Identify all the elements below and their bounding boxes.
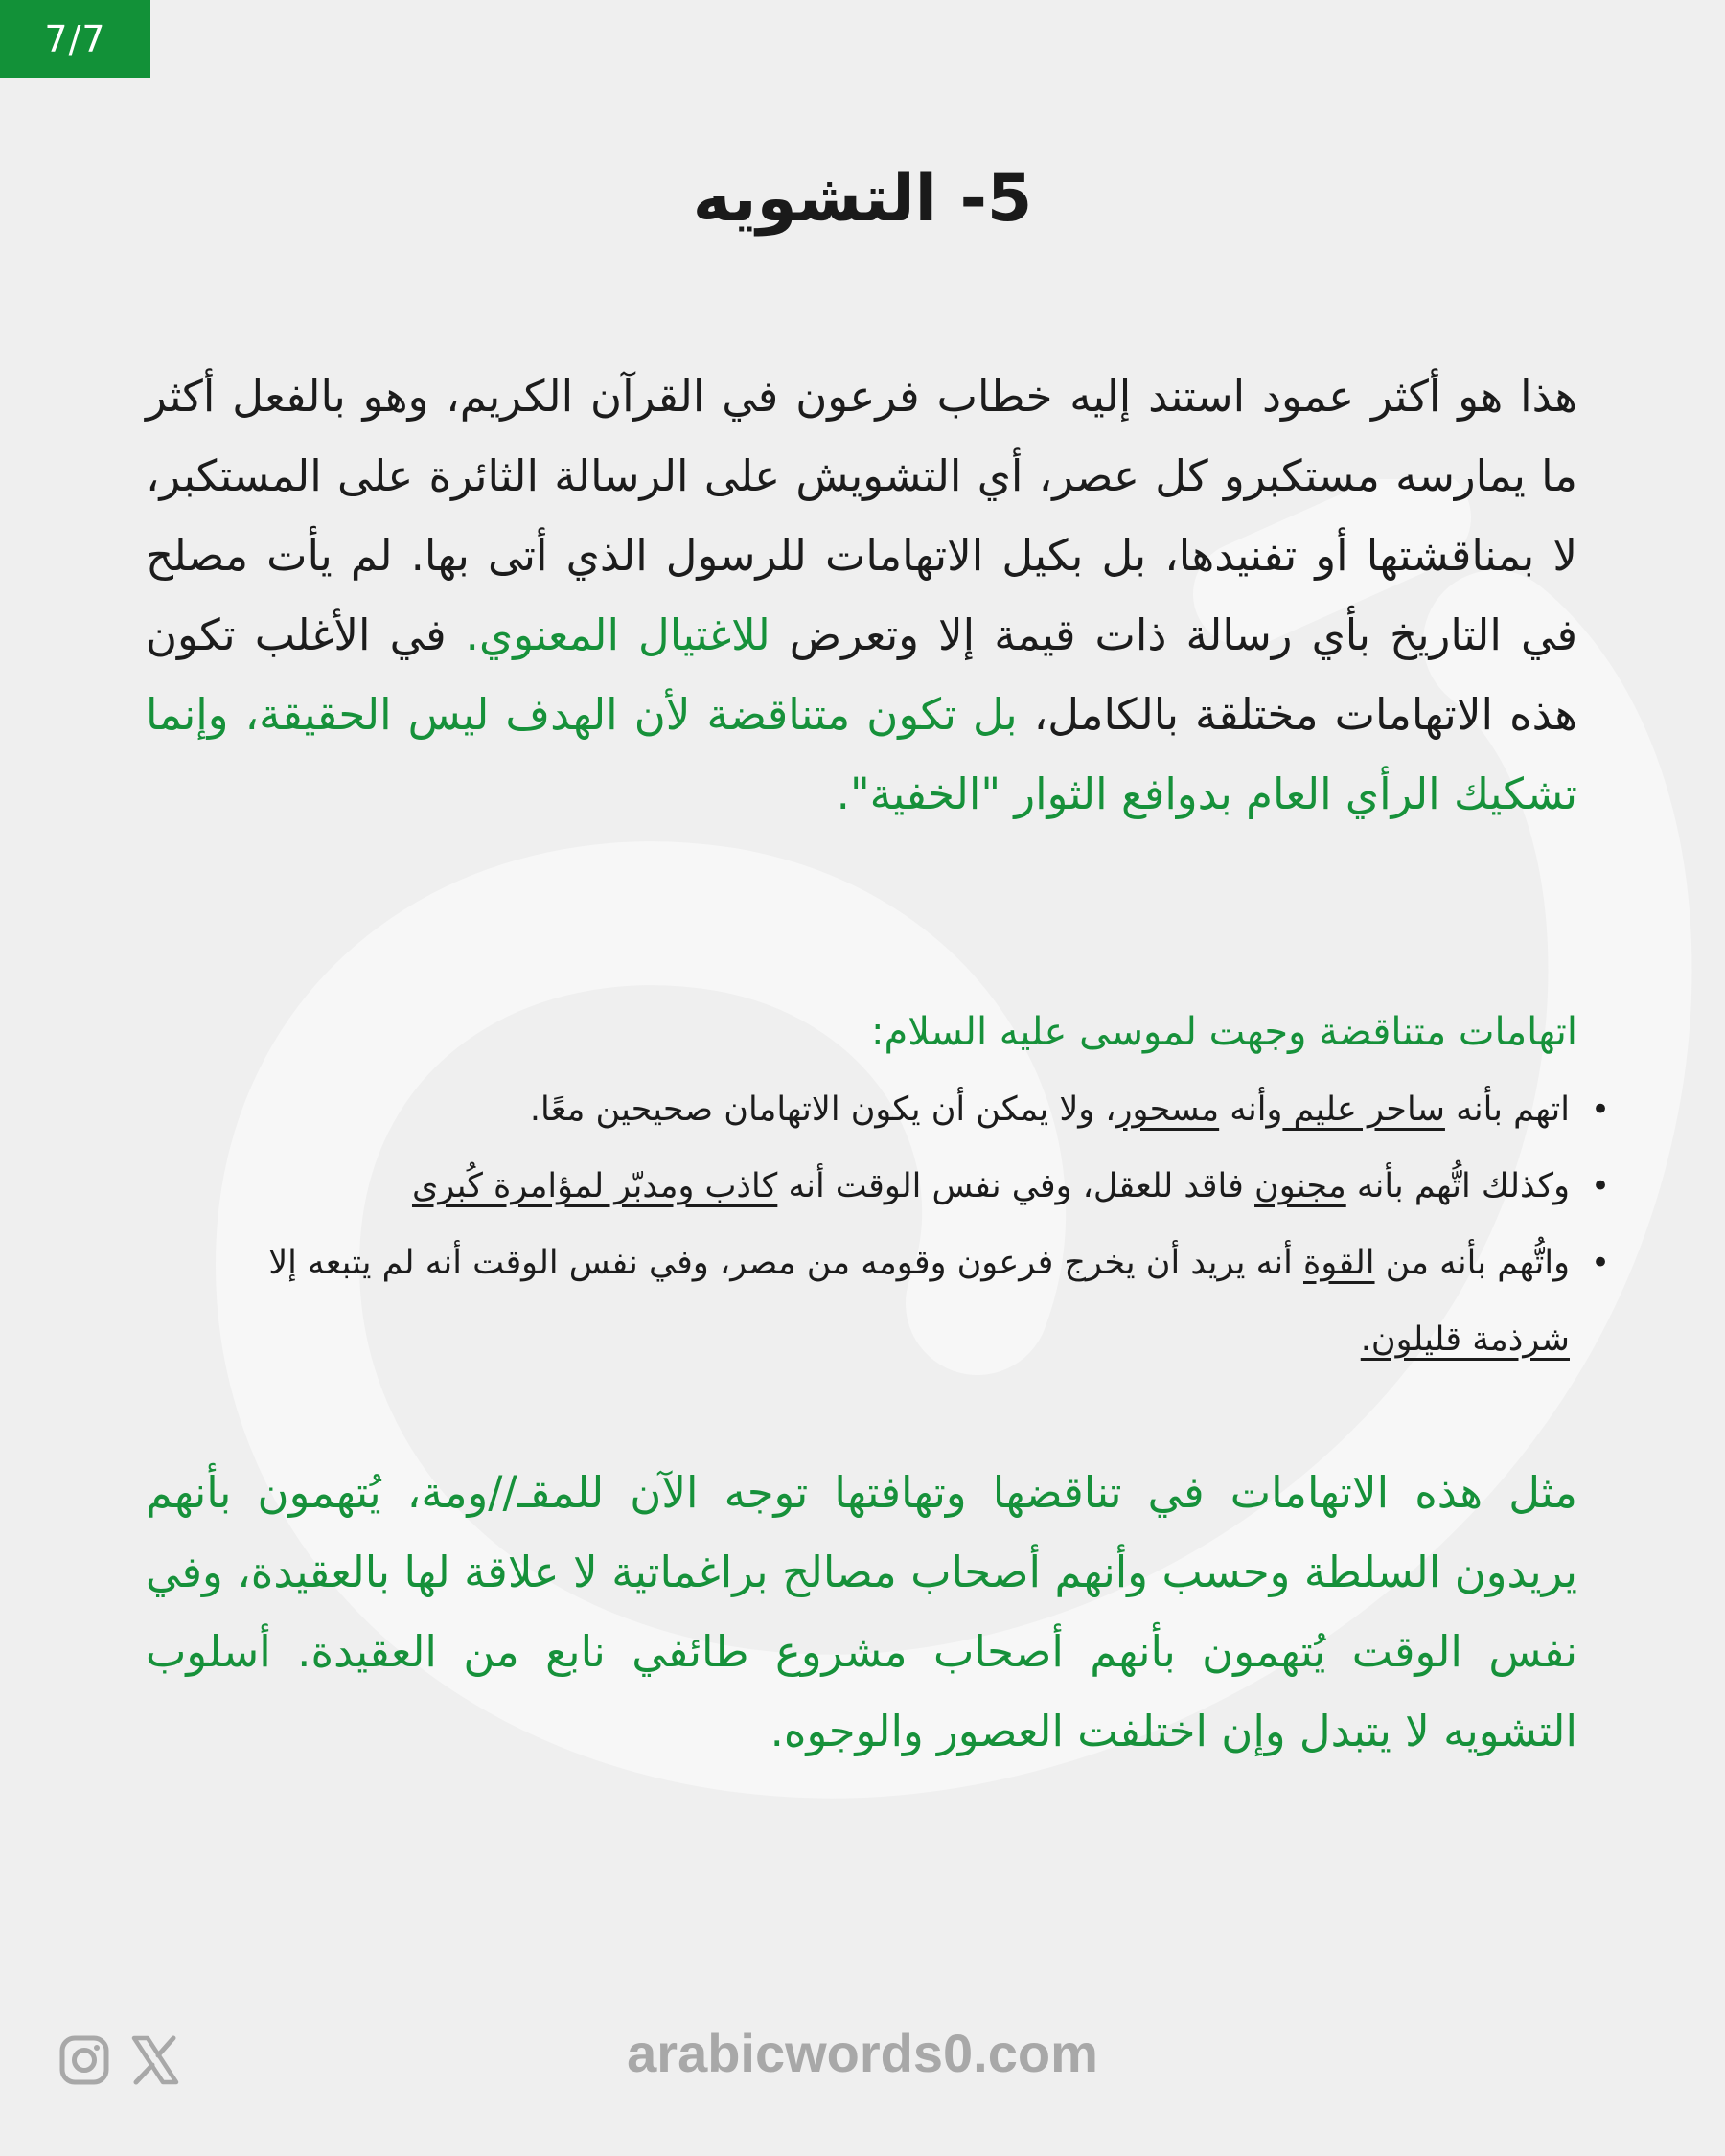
bullet-underlined: مجنون [1254, 1167, 1346, 1205]
closing-paragraph: مثل هذه الاتهامات في تناقضها وتهافتها توجه الآن للمقـ//ومة، يُتهمون بأنهم يريدون السلطة وحسب وأنهم أصحاب مصالح براغماتية لا علاقة لها بالعقيدة، وفي نفس الوقت يُتهمون بأنهم أصحاب مشروع طائفي نابع من العقيدة. أسلوب التشويه لا يتبدل وإن اختلفت العصور والوجوه. [146, 1467, 1577, 1756]
bullet-text: وأنه [1219, 1090, 1283, 1129]
intro-highlight-2: بل تكون متناقضة لأن الهدف ليس الحقيقة، وإنما تشكيك الرأي العام بدوافع الثوار "الخفية". [146, 689, 1577, 819]
page-indicator: 7/7 [0, 0, 150, 78]
intro-highlight-1: للاغتيال المعنوي. [465, 609, 770, 660]
accusations-list [163, 1071, 1610, 1378]
list-item [163, 1225, 1610, 1378]
bullet-underlined: القوة [1303, 1244, 1375, 1282]
bullet-text: أنه يريد أن يخرج فرعون وقومه من مصر، وفي نفس الوقت أنه لم يتبعه إلا [268, 1244, 1303, 1282]
intro-paragraph [146, 356, 1577, 834]
bullet-underlined: كاذب ومدبّر لمؤامرة كُبرى [411, 1167, 778, 1205]
intro-text-2: في الأغلب تكون هذه الاتهامات مختلقة بالكامل، [146, 609, 1578, 740]
accusations-subheading: اتهامات متناقضة وجهت لموسى عليه السلام: [870, 1010, 1577, 1054]
bullet-underlined: شرذمة قليلون. [1360, 1320, 1570, 1359]
bullet-underlined: مسحور [1116, 1090, 1220, 1129]
list-item [163, 1148, 1610, 1225]
bullet-text: وكذلك اتُّهم بأنه [1346, 1167, 1570, 1205]
bullet-underlined: ساحر عليم [1282, 1090, 1445, 1129]
intro-text-1: هذا هو أكثر عمود استند إليه خطاب فرعون في القرآن الكريم، وهو بالفعل أكثر ما يمارسه مستكبرو كل عصر، أي التشويش على الرسالة الثائرة على المستكبر، لا بمناقشتها أو تفنيدها، بل بكيل الاتهامات للرسول الذي أتى بها. لم يأت مصلح في التاريخ بأي رسالة ذات قيمة إلا وتعرض [146, 371, 1577, 660]
page-title: 5- التشويه [692, 161, 1033, 237]
website-link[interactable]: arabicwords0.com [627, 2023, 1098, 2083]
bullet-text: فاقد للعقل، وفي نفس الوقت أنه [777, 1167, 1255, 1205]
bullet-text: ، ولا يمكن أن يكون الاتهامان صحيحين معًا. [529, 1090, 1116, 1129]
list-item [163, 1071, 1610, 1148]
bullet-text: اتهم بأنه [1444, 1090, 1570, 1129]
bullet-text: واتُّهم بأنه من [1374, 1244, 1570, 1282]
